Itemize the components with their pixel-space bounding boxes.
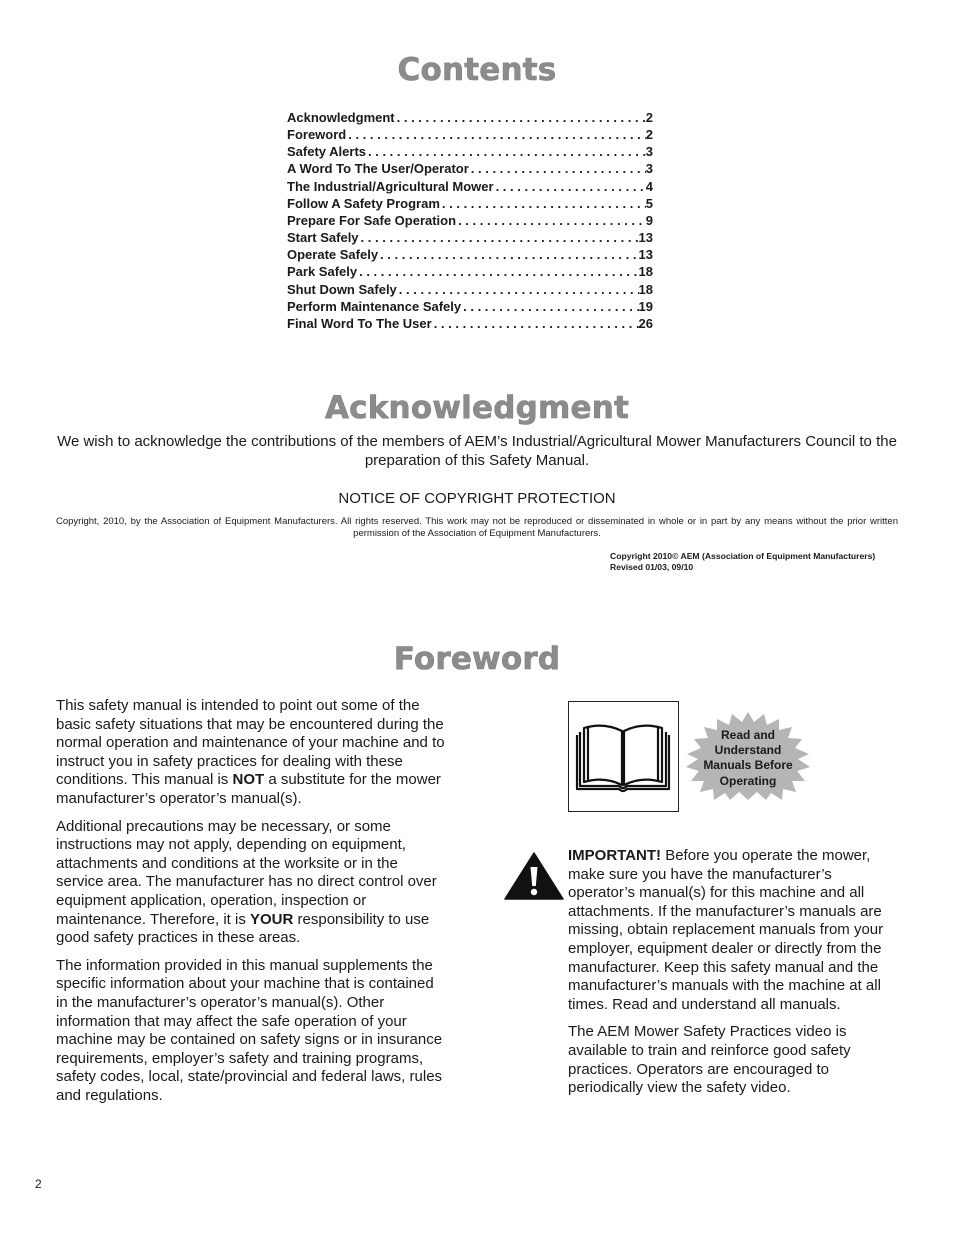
- toc-leader-dots: [346, 126, 646, 143]
- toc-leader-dots: [359, 229, 639, 246]
- toc-entry-page: 2: [645, 110, 653, 125]
- foreword-paragraph: The information provided in this manual supplements the specific information about your machine that is contained in the manufacturer’s operator’s manual(s). Other information that may affect the safe operation of your machine may be contained on safety signs or in insurance requirements, employer’s safety and training programs, safety codes, local, state/provincial and federal laws, rules and regulations.: [56, 956, 443, 1104]
- copyright-text: Copyright, 2010, by the Association of Equipment Manufacturers. All rights reserved. This work may not be reproduced or disseminated in whole or in part by any means without the prior written permission of the Association of Equipment Manufacturers.: [56, 516, 898, 539]
- toc-leader-dots: [357, 263, 638, 280]
- toc-entry-page: 26: [638, 315, 653, 331]
- contents-heading: Contents: [397, 52, 557, 88]
- read-manuals-label: [684, 728, 812, 789]
- toc-entry-title: Foreword: [287, 127, 347, 143]
- toc-entry-title: Start Safely: [287, 230, 359, 246]
- toc-entry-title: Shut Down Safely: [287, 281, 397, 297]
- foreword-heading: Foreword: [393, 641, 561, 677]
- toc-leader-dots: [494, 178, 646, 195]
- toc-entry-title: The Industrial/Agricultural Mower: [287, 178, 494, 194]
- toc-entry-page: 18: [638, 264, 653, 280]
- acknowledgment-heading: Acknowledgment: [324, 390, 630, 426]
- toc-entry-page: 19: [638, 298, 653, 314]
- toc-entry: [287, 178, 653, 195]
- foreword-paragraph: Additional precautions may be necessary, or some instructions may not apply, depending on equipment, attachments and conditions at the worksite or in the service area. The manufacturer has no direct control over equipment application, operation, inspection or maintenance. Therefore, it is YOUR responsibility to use good safety practices in these areas.: [56, 817, 437, 947]
- video-paragraph: The AEM Mower Safety Practices video is available to train and reinforce good safety practices. Operators are encouraged to periodically view the safety video.: [568, 1023, 851, 1097]
- toc-entry: [287, 109, 653, 126]
- starburst-line: Read and: [720, 728, 775, 742]
- toc-entry-page: 5: [645, 195, 653, 211]
- table-of-contents: [287, 109, 653, 332]
- important-paragraph: IMPORTANT! Before you operate the mower, make sure you have the manufacturer’s operator’s manual(s) for this machine and all attachments. If the manufacturer’s manuals are missing, obtain replacement manuals from your employer, equipment dealer or directly from the manufacturer. Keep this safety manual and the manufacturer’s manuals with the machine at all times. Read and understand all manuals.: [568, 847, 884, 1013]
- toc-entry: [287, 263, 653, 280]
- toc-leader-dots: [378, 246, 638, 263]
- toc-leader-dots: [440, 195, 646, 212]
- toc-entry: [287, 246, 653, 263]
- toc-entry: [287, 212, 653, 229]
- foreword-paragraph: This safety manual is intended to point out some of the basic safety situations that may be encountered during the normal operation and maintenance of your machine and to instruct you in safety practices for dealing with these conditions. This manual is NOT a substitute for the mower manufacturer’s operator’s manual(s).: [56, 697, 445, 807]
- starburst-line: Manuals Before: [703, 758, 793, 773]
- toc-entry: [287, 195, 653, 212]
- toc-leader-dots: [461, 298, 638, 315]
- toc-entry-title: Perform Maintenance Safely: [287, 298, 462, 314]
- toc-leader-dots: [366, 143, 646, 160]
- toc-entry: [287, 281, 653, 298]
- toc-entry: [287, 143, 653, 160]
- toc-entry-title: Follow A Safety Program: [287, 195, 440, 211]
- toc-leader-dots: [397, 281, 639, 298]
- starburst-line: Operating: [719, 773, 777, 788]
- revision-line: Revised 01/03, 09/10: [610, 562, 694, 572]
- toc-entry-page: 9: [645, 212, 653, 228]
- toc-leader-dots: [432, 315, 639, 332]
- toc-leader-dots: [395, 109, 646, 126]
- credit-line: Copyright 2010© AEM (Association of Equipment Manufacturers): [610, 551, 876, 561]
- foreword-right-column: [568, 847, 900, 1107]
- toc-entry-title: Prepare For Safe Operation: [287, 212, 457, 228]
- toc-leader-dots: [469, 160, 646, 177]
- starburst-line: Understand: [714, 743, 782, 758]
- toc-leader-dots: [456, 212, 646, 229]
- page-number: 2: [35, 1177, 42, 1191]
- toc-entry-title: Operate Safely: [287, 247, 379, 263]
- toc-entry-title: Safety Alerts: [287, 144, 366, 160]
- foreword-left-column: [56, 697, 448, 1114]
- toc-entry-page: 3: [645, 144, 653, 160]
- toc-entry-title: Acknowledgment: [287, 110, 395, 125]
- toc-entry-title: Park Safely: [287, 264, 358, 280]
- toc-entry-title: Final Word To The User: [287, 315, 432, 331]
- toc-entry: [287, 160, 653, 177]
- copyright-credit: [610, 551, 910, 573]
- toc-entry-page: 2: [645, 127, 653, 143]
- acknowledgment-text: We wish to acknowledge the contributions of the members of AEM’s Industrial/Agricultural Mower Manufacturers Council to the preparation of this Safety Manual.: [57, 433, 897, 469]
- toc-entry-title: A Word To The User/Operator: [287, 161, 469, 177]
- toc-entry: [287, 315, 653, 332]
- warning-triangle-icon: [504, 852, 564, 900]
- toc-entry-page: 4: [645, 178, 653, 194]
- toc-entry-page: 18: [638, 281, 653, 297]
- copyright-notice-title: NOTICE OF COPYRIGHT PROTECTION: [338, 490, 616, 507]
- toc-entry-page: 13: [638, 230, 653, 246]
- toc-entry-page: 3: [645, 161, 653, 177]
- toc-entry: [287, 298, 653, 315]
- toc-entry-page: 13: [638, 247, 653, 263]
- open-book-icon: [568, 701, 679, 812]
- toc-entry: [287, 229, 653, 246]
- toc-entry: [287, 126, 653, 143]
